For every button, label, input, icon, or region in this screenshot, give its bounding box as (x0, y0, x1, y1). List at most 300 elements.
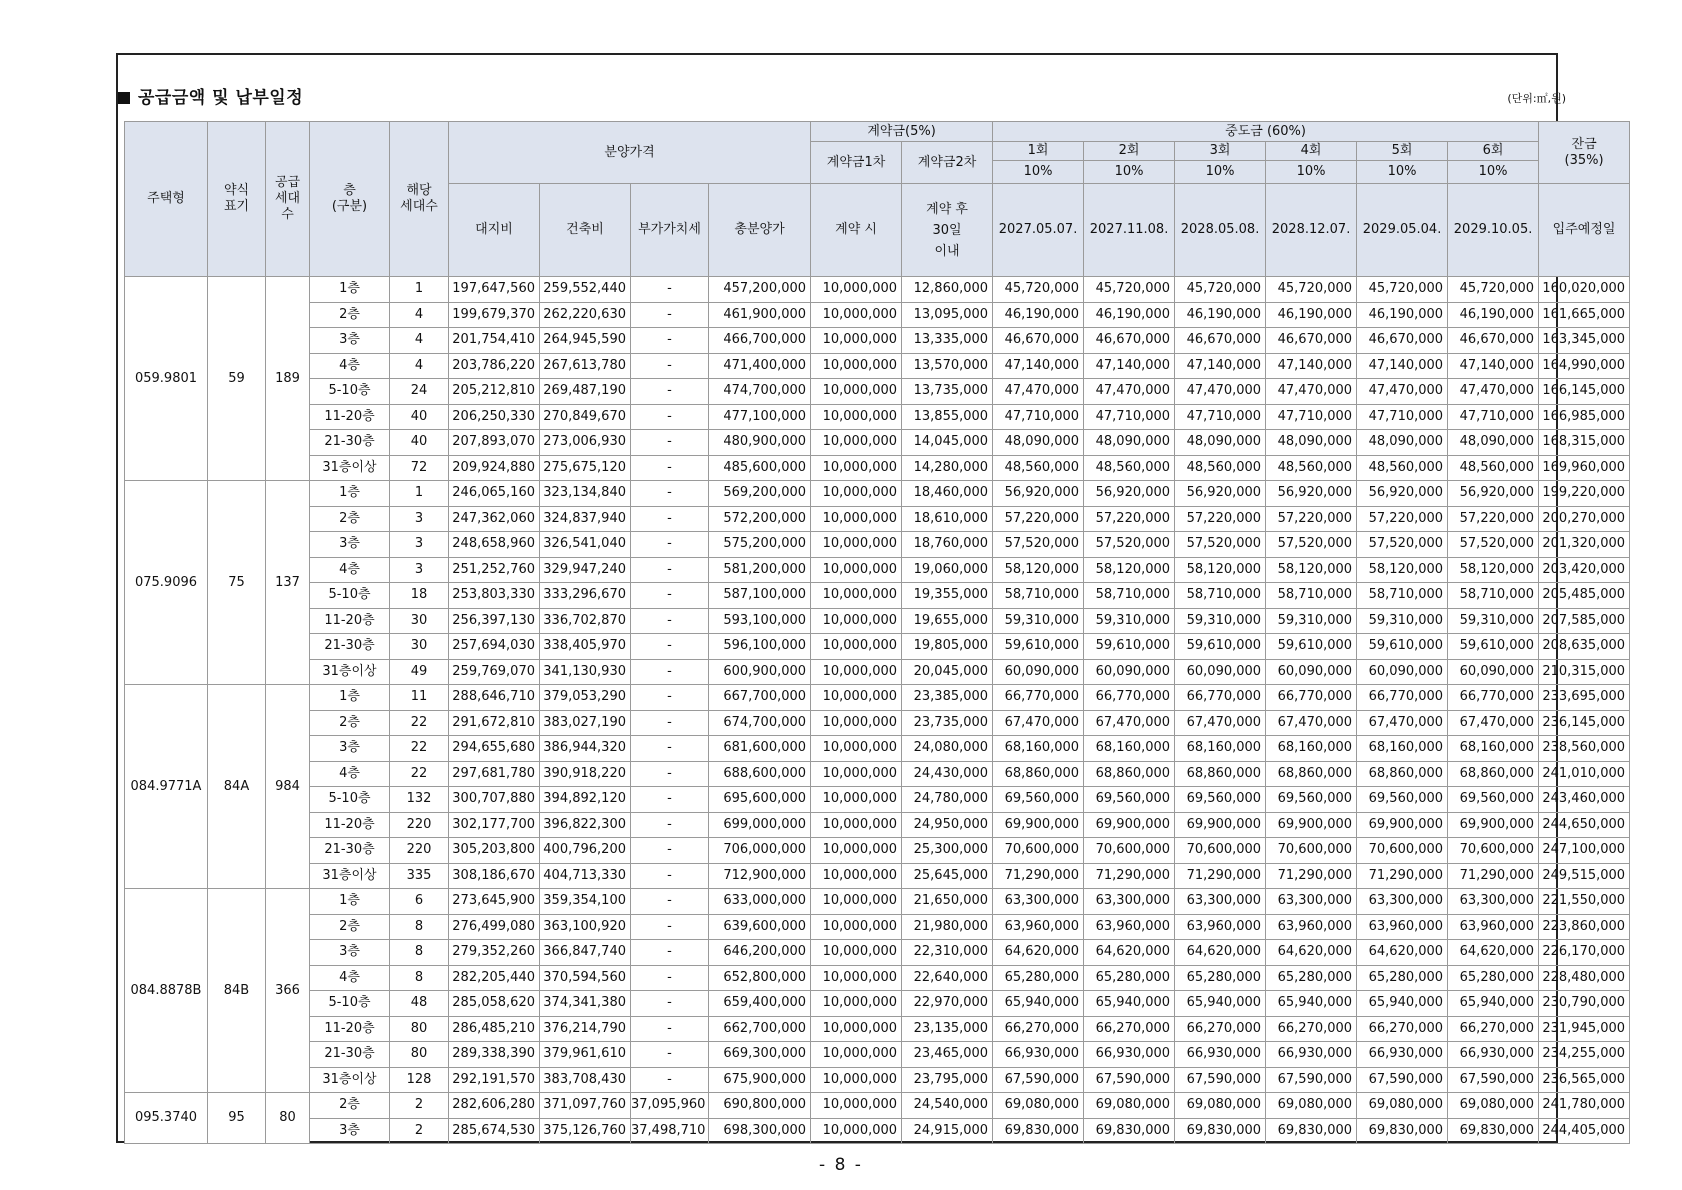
cell-total: 675,900,000 (709, 1067, 811, 1093)
cell-units: 3 (390, 532, 449, 558)
cell-building: 270,849,670 (540, 404, 631, 430)
cell-balance: 169,960,000 (1539, 455, 1630, 481)
cell-supply: 80 (266, 1093, 310, 1144)
cell-middle-payment: 69,830,000 (1448, 1118, 1539, 1144)
cell-middle-payment: 58,120,000 (1357, 557, 1448, 583)
cell-vat: - (631, 455, 709, 481)
col-middle-round: 2회 (1084, 142, 1175, 161)
cell-balance: 161,665,000 (1539, 302, 1630, 328)
col-middle-pct: 10% (1266, 161, 1357, 184)
cell-building: 273,006,930 (540, 430, 631, 456)
col-middle-date: 2027.05.07. (993, 184, 1084, 277)
cell-balance: 249,515,000 (1539, 863, 1630, 889)
cell-vat: - (631, 863, 709, 889)
cell-middle-payment: 70,600,000 (1448, 838, 1539, 864)
cell-contract2: 24,915,000 (902, 1118, 993, 1144)
cell-land: 294,655,680 (449, 736, 540, 762)
cell-middle-payment: 48,090,000 (993, 430, 1084, 456)
cell-middle-payment: 57,220,000 (1448, 506, 1539, 532)
col-middle-round: 4회 (1266, 142, 1357, 161)
cell-middle-payment: 58,710,000 (1448, 583, 1539, 609)
cell-middle-payment: 66,930,000 (1084, 1042, 1175, 1068)
cell-vat: - (631, 991, 709, 1017)
cell-contract2: 24,950,000 (902, 812, 993, 838)
col-middle-date: 2029.10.05. (1448, 184, 1539, 277)
cell-balance: 228,480,000 (1539, 965, 1630, 991)
cell-balance: 236,565,000 (1539, 1067, 1630, 1093)
cell-units: 2 (390, 1118, 449, 1144)
cell-vat: 37,095,960 (631, 1093, 709, 1119)
cell-building: 336,702,870 (540, 608, 631, 634)
cell-abbr: 84A (208, 685, 266, 889)
cell-middle-payment: 65,940,000 (1084, 991, 1175, 1017)
col-contract2: 계약금2차 (902, 142, 993, 184)
cell-contract2: 22,640,000 (902, 965, 993, 991)
cell-middle-payment: 66,270,000 (1084, 1016, 1175, 1042)
cell-units: 8 (390, 965, 449, 991)
cell-middle-payment: 46,190,000 (1357, 302, 1448, 328)
cell-building: 379,053,290 (540, 685, 631, 711)
cell-units: 220 (390, 838, 449, 864)
cell-middle-payment: 65,940,000 (993, 991, 1084, 1017)
cell-middle-payment: 68,860,000 (1084, 761, 1175, 787)
cell-middle-payment: 58,710,000 (993, 583, 1084, 609)
cell-contract2: 23,465,000 (902, 1042, 993, 1068)
cell-balance: 226,170,000 (1539, 940, 1630, 966)
table-row (125, 302, 1630, 328)
cell-units: 4 (390, 353, 449, 379)
cell-contract1: 10,000,000 (811, 761, 902, 787)
cell-middle-payment: 57,520,000 (1175, 532, 1266, 558)
cell-floor: 5-10층 (310, 991, 390, 1017)
cell-total: 674,700,000 (709, 710, 811, 736)
cell-middle-payment: 69,900,000 (1448, 812, 1539, 838)
cell-building: 371,097,760 (540, 1093, 631, 1119)
cell-middle-payment: 48,090,000 (1266, 430, 1357, 456)
cell-middle-payment: 68,860,000 (1175, 761, 1266, 787)
cell-middle-payment: 45,720,000 (1175, 277, 1266, 303)
cell-contract1: 10,000,000 (811, 277, 902, 303)
cell-floor: 31층이상 (310, 1067, 390, 1093)
cell-middle-payment: 46,190,000 (993, 302, 1084, 328)
table-row (125, 532, 1630, 558)
cell-contract2: 13,095,000 (902, 302, 993, 328)
cell-total: 633,000,000 (709, 889, 811, 915)
cell-middle-payment: 59,610,000 (1357, 634, 1448, 660)
cell-total: 712,900,000 (709, 863, 811, 889)
cell-supply: 984 (266, 685, 310, 889)
cell-units: 40 (390, 430, 449, 456)
cell-middle-payment: 65,280,000 (1084, 965, 1175, 991)
cell-balance: 200,270,000 (1539, 506, 1630, 532)
cell-middle-payment: 57,520,000 (1448, 532, 1539, 558)
cell-middle-payment: 69,900,000 (1357, 812, 1448, 838)
table-row (125, 838, 1630, 864)
col-contract-group: 계약금(5%) (811, 122, 993, 142)
cell-building: 326,541,040 (540, 532, 631, 558)
cell-middle-payment: 67,590,000 (1175, 1067, 1266, 1093)
cell-floor: 3층 (310, 328, 390, 354)
cell-vat: - (631, 1016, 709, 1042)
cell-middle-payment: 48,560,000 (1448, 455, 1539, 481)
unit-note: (단위:㎡,원) (1507, 92, 1566, 105)
cell-middle-payment: 47,710,000 (1357, 404, 1448, 430)
cell-total: 587,100,000 (709, 583, 811, 609)
cell-contract2: 22,310,000 (902, 940, 993, 966)
cell-total: 698,300,000 (709, 1118, 811, 1144)
cell-middle-payment: 60,090,000 (1084, 659, 1175, 685)
cell-middle-payment: 66,270,000 (993, 1016, 1084, 1042)
table-body (125, 277, 1630, 1144)
cell-floor: 31층이상 (310, 659, 390, 685)
cell-middle-payment: 48,560,000 (1266, 455, 1357, 481)
cell-floor: 2층 (310, 506, 390, 532)
cell-middle-payment: 67,470,000 (993, 710, 1084, 736)
cell-vat: - (631, 328, 709, 354)
cell-building: 396,822,300 (540, 812, 631, 838)
cell-middle-payment: 57,220,000 (1266, 506, 1357, 532)
col-middle-date: 2029.05.04. (1357, 184, 1448, 277)
cell-land: 300,707,880 (449, 787, 540, 813)
cell-abbr: 75 (208, 481, 266, 685)
cell-vat: - (631, 379, 709, 405)
cell-contract1: 10,000,000 (811, 710, 902, 736)
cell-middle-payment: 56,920,000 (1448, 481, 1539, 507)
cell-contract2: 18,460,000 (902, 481, 993, 507)
cell-middle-payment: 46,190,000 (1266, 302, 1357, 328)
cell-building: 366,847,740 (540, 940, 631, 966)
cell-middle-payment: 64,620,000 (1266, 940, 1357, 966)
cell-abbr: 59 (208, 277, 266, 481)
cell-land: 205,212,810 (449, 379, 540, 405)
cell-middle-payment: 65,940,000 (1175, 991, 1266, 1017)
cell-balance: 241,010,000 (1539, 761, 1630, 787)
cell-balance: 233,695,000 (1539, 685, 1630, 711)
cell-building: 404,713,330 (540, 863, 631, 889)
cell-middle-payment: 66,270,000 (1357, 1016, 1448, 1042)
cell-building: 370,594,560 (540, 965, 631, 991)
cell-contract1: 10,000,000 (811, 1093, 902, 1119)
cell-middle-payment: 58,710,000 (1084, 583, 1175, 609)
cell-middle-payment: 66,930,000 (1448, 1042, 1539, 1068)
cell-total: 659,400,000 (709, 991, 811, 1017)
col-middle-date: 2028.12.07. (1266, 184, 1357, 277)
cell-middle-payment: 69,080,000 (1357, 1093, 1448, 1119)
cell-balance: 166,985,000 (1539, 404, 1630, 430)
col-middle-pct: 10% (1084, 161, 1175, 184)
cell-land: 289,338,390 (449, 1042, 540, 1068)
cell-total: 706,000,000 (709, 838, 811, 864)
cell-middle-payment: 59,610,000 (1084, 634, 1175, 660)
cell-contract1: 10,000,000 (811, 812, 902, 838)
cell-vat: - (631, 914, 709, 940)
cell-balance: 201,320,000 (1539, 532, 1630, 558)
cell-floor: 2층 (310, 914, 390, 940)
cell-contract1: 10,000,000 (811, 404, 902, 430)
cell-middle-payment: 69,080,000 (1266, 1093, 1357, 1119)
cell-vat: - (631, 838, 709, 864)
cell-type: 084.9771A (125, 685, 208, 889)
cell-total: 569,200,000 (709, 481, 811, 507)
cell-middle-payment: 48,090,000 (1357, 430, 1448, 456)
col-middle-pct: 10% (1175, 161, 1266, 184)
table-row (125, 659, 1630, 685)
cell-middle-payment: 69,080,000 (1448, 1093, 1539, 1119)
cell-building: 264,945,590 (540, 328, 631, 354)
table-row (125, 455, 1630, 481)
cell-middle-payment: 68,860,000 (1266, 761, 1357, 787)
cell-middle-payment: 47,470,000 (1448, 379, 1539, 405)
cell-middle-payment: 59,610,000 (1266, 634, 1357, 660)
cell-total: 477,100,000 (709, 404, 811, 430)
cell-contract1: 10,000,000 (811, 659, 902, 685)
cell-middle-payment: 47,470,000 (1266, 379, 1357, 405)
cell-land: 257,694,030 (449, 634, 540, 660)
cell-middle-payment: 68,160,000 (1357, 736, 1448, 762)
cell-middle-payment: 63,960,000 (993, 914, 1084, 940)
cell-land: 291,672,810 (449, 710, 540, 736)
cell-contract1: 10,000,000 (811, 736, 902, 762)
table-row (125, 991, 1630, 1017)
cell-middle-payment: 56,920,000 (1357, 481, 1448, 507)
cell-contract1: 10,000,000 (811, 583, 902, 609)
cell-contract2: 25,300,000 (902, 838, 993, 864)
cell-total: 639,600,000 (709, 914, 811, 940)
cell-middle-payment: 69,830,000 (1266, 1118, 1357, 1144)
cell-middle-payment: 57,220,000 (1357, 506, 1448, 532)
cell-middle-payment: 69,560,000 (1084, 787, 1175, 813)
col-middle-pct: 10% (993, 161, 1084, 184)
cell-contract2: 19,060,000 (902, 557, 993, 583)
cell-vat: - (631, 430, 709, 456)
cell-vat: - (631, 532, 709, 558)
cell-middle-payment: 47,140,000 (1357, 353, 1448, 379)
cell-middle-payment: 69,560,000 (993, 787, 1084, 813)
col-balance: 잔금 (35%) (1539, 122, 1630, 184)
cell-contract2: 22,970,000 (902, 991, 993, 1017)
table-row (125, 863, 1630, 889)
cell-middle-payment: 66,270,000 (1266, 1016, 1357, 1042)
cell-vat: - (631, 736, 709, 762)
cell-middle-payment: 63,960,000 (1448, 914, 1539, 940)
cell-type: 059.9801 (125, 277, 208, 481)
cell-middle-payment: 68,160,000 (1175, 736, 1266, 762)
cell-middle-payment: 56,920,000 (993, 481, 1084, 507)
cell-floor: 11-20층 (310, 404, 390, 430)
cell-balance: 231,945,000 (1539, 1016, 1630, 1042)
cell-middle-payment: 65,280,000 (1448, 965, 1539, 991)
cell-total: 480,900,000 (709, 430, 811, 456)
cell-contract1: 10,000,000 (811, 940, 902, 966)
cell-land: 253,803,330 (449, 583, 540, 609)
table-row (125, 761, 1630, 787)
cell-middle-payment: 69,080,000 (1175, 1093, 1266, 1119)
cell-middle-payment: 67,470,000 (1084, 710, 1175, 736)
cell-land: 305,203,800 (449, 838, 540, 864)
cell-middle-payment: 69,560,000 (1448, 787, 1539, 813)
cell-middle-payment: 63,300,000 (1357, 889, 1448, 915)
cell-floor: 4층 (310, 557, 390, 583)
cell-total: 667,700,000 (709, 685, 811, 711)
cell-land: 197,647,560 (449, 277, 540, 303)
cell-contract2: 21,980,000 (902, 914, 993, 940)
cell-land: 248,658,960 (449, 532, 540, 558)
cell-balance: 236,145,000 (1539, 710, 1630, 736)
cell-land: 207,893,070 (449, 430, 540, 456)
cell-units: 40 (390, 404, 449, 430)
cell-middle-payment: 63,300,000 (993, 889, 1084, 915)
cell-floor: 5-10층 (310, 787, 390, 813)
cell-middle-payment: 58,710,000 (1175, 583, 1266, 609)
cell-middle-payment: 59,310,000 (1266, 608, 1357, 634)
cell-balance: 234,255,000 (1539, 1042, 1630, 1068)
cell-contract1: 10,000,000 (811, 608, 902, 634)
cell-land: 292,191,570 (449, 1067, 540, 1093)
cell-middle-payment: 47,710,000 (1175, 404, 1266, 430)
cell-contract2: 14,280,000 (902, 455, 993, 481)
cell-contract2: 18,760,000 (902, 532, 993, 558)
cell-units: 8 (390, 914, 449, 940)
cell-middle-payment: 57,520,000 (1357, 532, 1448, 558)
cell-total: 695,600,000 (709, 787, 811, 813)
cell-land: 206,250,330 (449, 404, 540, 430)
cell-contract2: 12,860,000 (902, 277, 993, 303)
cell-middle-payment: 69,900,000 (1266, 812, 1357, 838)
cell-units: 132 (390, 787, 449, 813)
cell-middle-payment: 47,140,000 (1084, 353, 1175, 379)
table-row (125, 787, 1630, 813)
cell-contract1: 10,000,000 (811, 532, 902, 558)
cell-middle-payment: 59,610,000 (993, 634, 1084, 660)
cell-floor: 11-20층 (310, 812, 390, 838)
cell-middle-payment: 56,920,000 (1084, 481, 1175, 507)
cell-contract2: 13,335,000 (902, 328, 993, 354)
cell-total: 581,200,000 (709, 557, 811, 583)
cell-middle-payment: 47,710,000 (1084, 404, 1175, 430)
cell-middle-payment: 60,090,000 (993, 659, 1084, 685)
cell-units: 2 (390, 1093, 449, 1119)
col-land: 대지비 (449, 184, 540, 277)
cell-middle-payment: 65,280,000 (1266, 965, 1357, 991)
cell-total: 485,600,000 (709, 455, 811, 481)
cell-middle-payment: 45,720,000 (1357, 277, 1448, 303)
cell-middle-payment: 67,470,000 (1357, 710, 1448, 736)
cell-middle-payment: 45,720,000 (1266, 277, 1357, 303)
cell-contract1: 10,000,000 (811, 481, 902, 507)
cell-middle-payment: 66,770,000 (1357, 685, 1448, 711)
cell-middle-payment: 47,140,000 (993, 353, 1084, 379)
cell-middle-payment: 58,120,000 (1266, 557, 1357, 583)
table-row (125, 1042, 1630, 1068)
cell-middle-payment: 66,770,000 (1175, 685, 1266, 711)
cell-contract1: 10,000,000 (811, 991, 902, 1017)
cell-middle-payment: 46,670,000 (1448, 328, 1539, 354)
cell-building: 375,126,760 (540, 1118, 631, 1144)
cell-land: 251,252,760 (449, 557, 540, 583)
cell-units: 6 (390, 889, 449, 915)
col-balance-when: 입주예정일 (1539, 184, 1630, 277)
cell-floor: 11-20층 (310, 608, 390, 634)
cell-middle-payment: 47,140,000 (1266, 353, 1357, 379)
cell-building: 390,918,220 (540, 761, 631, 787)
cell-units: 30 (390, 608, 449, 634)
cell-units: 22 (390, 710, 449, 736)
cell-contract1: 10,000,000 (811, 863, 902, 889)
cell-type: 095.3740 (125, 1093, 208, 1144)
cell-floor: 3층 (310, 940, 390, 966)
cell-balance: 241,780,000 (1539, 1093, 1630, 1119)
cell-middle-payment: 59,610,000 (1448, 634, 1539, 660)
cell-supply: 366 (266, 889, 310, 1093)
col-abbr: 약식 표기 (208, 122, 266, 277)
cell-contract1: 10,000,000 (811, 430, 902, 456)
cell-land: 279,352,260 (449, 940, 540, 966)
cell-balance: 230,790,000 (1539, 991, 1630, 1017)
cell-vat: 37,498,710 (631, 1118, 709, 1144)
cell-middle-payment: 68,160,000 (1266, 736, 1357, 762)
cell-units: 48 (390, 991, 449, 1017)
cell-middle-payment: 48,560,000 (1357, 455, 1448, 481)
cell-middle-payment: 71,290,000 (1175, 863, 1266, 889)
cell-middle-payment: 64,620,000 (1175, 940, 1266, 966)
cell-balance: 244,650,000 (1539, 812, 1630, 838)
col-middle-round: 3회 (1175, 142, 1266, 161)
cell-middle-payment: 68,860,000 (993, 761, 1084, 787)
cell-contract1: 10,000,000 (811, 787, 902, 813)
cell-middle-payment: 69,830,000 (1084, 1118, 1175, 1144)
cell-floor: 2층 (310, 302, 390, 328)
cell-building: 324,837,940 (540, 506, 631, 532)
cell-contract2: 19,655,000 (902, 608, 993, 634)
cell-floor: 4층 (310, 761, 390, 787)
cell-land: 246,065,160 (449, 481, 540, 507)
cell-land: 256,397,130 (449, 608, 540, 634)
cell-contract1: 10,000,000 (811, 455, 902, 481)
cell-vat: - (631, 1042, 709, 1068)
table-row (125, 430, 1630, 456)
cell-units: 30 (390, 634, 449, 660)
cell-vat: - (631, 634, 709, 660)
cell-floor: 1층 (310, 277, 390, 303)
cell-units: 1 (390, 277, 449, 303)
table-row (125, 481, 1630, 507)
cell-floor: 3층 (310, 736, 390, 762)
cell-vat: - (631, 583, 709, 609)
cell-floor: 5-10층 (310, 379, 390, 405)
cell-abbr: 84B (208, 889, 266, 1093)
cell-middle-payment: 46,670,000 (1084, 328, 1175, 354)
table-row (125, 1016, 1630, 1042)
col-contract1: 계약금1차 (811, 142, 902, 184)
cell-middle-payment: 65,940,000 (1357, 991, 1448, 1017)
cell-contract1: 10,000,000 (811, 1016, 902, 1042)
cell-total: 681,600,000 (709, 736, 811, 762)
cell-total: 690,800,000 (709, 1093, 811, 1119)
cell-contract2: 18,610,000 (902, 506, 993, 532)
cell-middle-payment: 59,310,000 (1084, 608, 1175, 634)
cell-vat: - (631, 659, 709, 685)
cell-units: 8 (390, 940, 449, 966)
cell-middle-payment: 45,720,000 (1448, 277, 1539, 303)
cell-balance: 223,860,000 (1539, 914, 1630, 940)
table-row (125, 1118, 1630, 1144)
col-contract1-when: 계약 시 (811, 184, 902, 277)
table-row (125, 557, 1630, 583)
cell-middle-payment: 57,520,000 (1084, 532, 1175, 558)
table-row (125, 634, 1630, 660)
cell-floor: 4층 (310, 965, 390, 991)
cell-balance: 207,585,000 (1539, 608, 1630, 634)
